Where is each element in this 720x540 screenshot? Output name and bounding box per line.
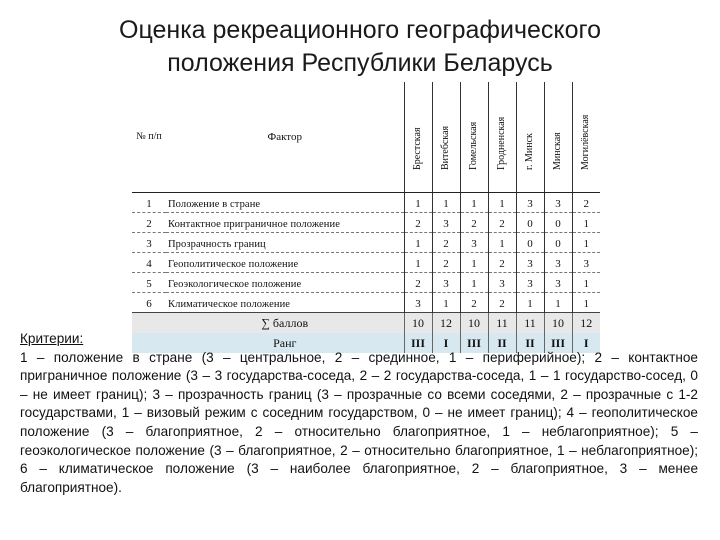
rank-cell: II	[488, 333, 516, 353]
score-cell: 1	[404, 233, 432, 253]
score-cell: 1	[460, 193, 488, 213]
score-cell: 3	[516, 273, 544, 293]
score-cell: 0	[544, 213, 572, 233]
region-header-label: Гродненская	[496, 116, 507, 170]
sum-cell: 10	[460, 313, 488, 334]
score-cell: 2	[488, 293, 516, 313]
rank-cell: III	[460, 333, 488, 353]
region-header	[460, 82, 488, 193]
rank-cell: II	[516, 333, 544, 353]
score-cell: 1	[460, 273, 488, 293]
score-cell: 2	[460, 213, 488, 233]
row-number: 2	[132, 213, 166, 233]
score-cell: 2	[432, 253, 460, 273]
criteria-body: 1 – положение в стране (3 – центральное, 2 – срединное, 1 – периферийное); 2 – контактное приграничное положение (3 – 3 государства-соседа, 2 – 2 государства-соседа, 1 – 1 государство-сосед, 0 – не имеет границ); 3 – прозрачность границ (3 – прозрачные со всеми соседями, 2 – прозрачные с 1-2 государствами, 1 – визовый режим с соседним государством, 0 – не имеет границ); 4 – геополитическое положение (3 – благоприятное, 2 – относительно благоприятное, 1 – неблагоприятное); 5 – геоэкологическое положение (3 – благоприятное, 2 – относительно благоприятное, 1 – неблагоприятное); 6 – климатическое положение (3 – наиболее благоприятное, 2 – благоприятное, 3 – менее благоприятное).	[20, 349, 698, 495]
rank-label: Ранг	[166, 333, 404, 353]
score-cell: 3	[488, 273, 516, 293]
region-header-label: Минская	[552, 132, 563, 170]
sum-label: ∑ баллов	[166, 313, 404, 334]
rank-cell: III	[404, 333, 432, 353]
table-row	[132, 273, 600, 293]
rank-cell: I	[572, 333, 600, 353]
region-header-label: Брестская	[412, 127, 423, 170]
factor-column-header: Фактор	[166, 82, 404, 193]
sum-cell: 10	[544, 313, 572, 334]
row-number: 5	[132, 273, 166, 293]
criteria-heading: Критерии:	[20, 331, 84, 346]
table-row	[132, 213, 600, 233]
score-cell: 3	[544, 273, 572, 293]
score-cell: 1	[404, 193, 432, 213]
score-cell: 1	[516, 293, 544, 313]
region-header	[404, 82, 432, 193]
region-header	[432, 82, 460, 193]
region-header	[516, 82, 544, 193]
score-cell: 2	[488, 213, 516, 233]
score-cell: 0	[544, 233, 572, 253]
score-cell: 3	[404, 293, 432, 313]
score-cell: 1	[460, 253, 488, 273]
criteria-text	[20, 330, 698, 497]
score-cell: 3	[432, 213, 460, 233]
score-cell: 2	[404, 273, 432, 293]
factor-name: Положение в стране	[166, 193, 404, 213]
title-line-2: положения Республики Беларусь	[167, 49, 553, 77]
factor-name: Геоэкологическое положение	[166, 273, 404, 293]
factor-name: Прозрачность границ	[166, 233, 404, 253]
region-header-label: Могилёвская	[580, 114, 592, 170]
title-line-1: Оценка рекреационного географического	[119, 16, 601, 44]
factor-name: Геополитическое положение	[166, 253, 404, 273]
score-cell: 2	[460, 293, 488, 313]
sum-cell: 12	[572, 313, 600, 334]
sum-cell: 12	[432, 313, 460, 334]
table-row	[132, 293, 600, 313]
region-header-label: г. Минск	[524, 133, 535, 170]
score-cell: 1	[488, 193, 516, 213]
score-cell: 1	[572, 273, 600, 293]
assessment-table	[132, 82, 600, 353]
rank-cell: I	[432, 333, 460, 353]
score-cell: 2	[488, 253, 516, 273]
score-cell: 2	[404, 213, 432, 233]
score-cell: 1	[572, 293, 600, 313]
region-header-label: Витебская	[440, 125, 451, 170]
score-cell: 3	[432, 273, 460, 293]
rank-cell: III	[544, 333, 572, 353]
score-cell: 3	[516, 253, 544, 273]
score-cell: 2	[572, 193, 600, 213]
table-row	[132, 253, 600, 273]
score-cell: 0	[516, 213, 544, 233]
region-header	[488, 82, 516, 193]
region-header	[544, 82, 572, 193]
row-number: 4	[132, 253, 166, 273]
factor-name: Климатическое положение	[166, 293, 404, 313]
table-row	[132, 233, 600, 253]
score-cell: 1	[572, 233, 600, 253]
score-cell: 1	[572, 213, 600, 233]
table-row	[132, 193, 600, 213]
row-number: 3	[132, 233, 166, 253]
sum-cell: 11	[516, 313, 544, 334]
score-cell: 0	[516, 233, 544, 253]
score-cell: 3	[460, 233, 488, 253]
score-cell: 3	[544, 193, 572, 213]
score-cell: 1	[404, 253, 432, 273]
score-cell: 1	[544, 293, 572, 313]
row-number: 6	[132, 293, 166, 313]
assessment-table-image	[132, 82, 600, 350]
row-number: 1	[132, 193, 166, 213]
score-cell: 1	[432, 293, 460, 313]
score-cell: 3	[516, 193, 544, 213]
score-cell: 2	[432, 233, 460, 253]
sum-cell: 10	[404, 313, 432, 334]
table-header-row	[132, 82, 600, 193]
factor-name: Контактное приграничное положение	[166, 213, 404, 233]
score-cell: 3	[572, 253, 600, 273]
sum-cell: 11	[488, 313, 516, 334]
region-header	[572, 82, 600, 193]
score-cell: 3	[544, 253, 572, 273]
num-column-header: № п/п	[132, 82, 166, 193]
score-cell: 1	[488, 233, 516, 253]
score-cell: 1	[432, 193, 460, 213]
region-header-label: Гомельская	[468, 121, 479, 170]
